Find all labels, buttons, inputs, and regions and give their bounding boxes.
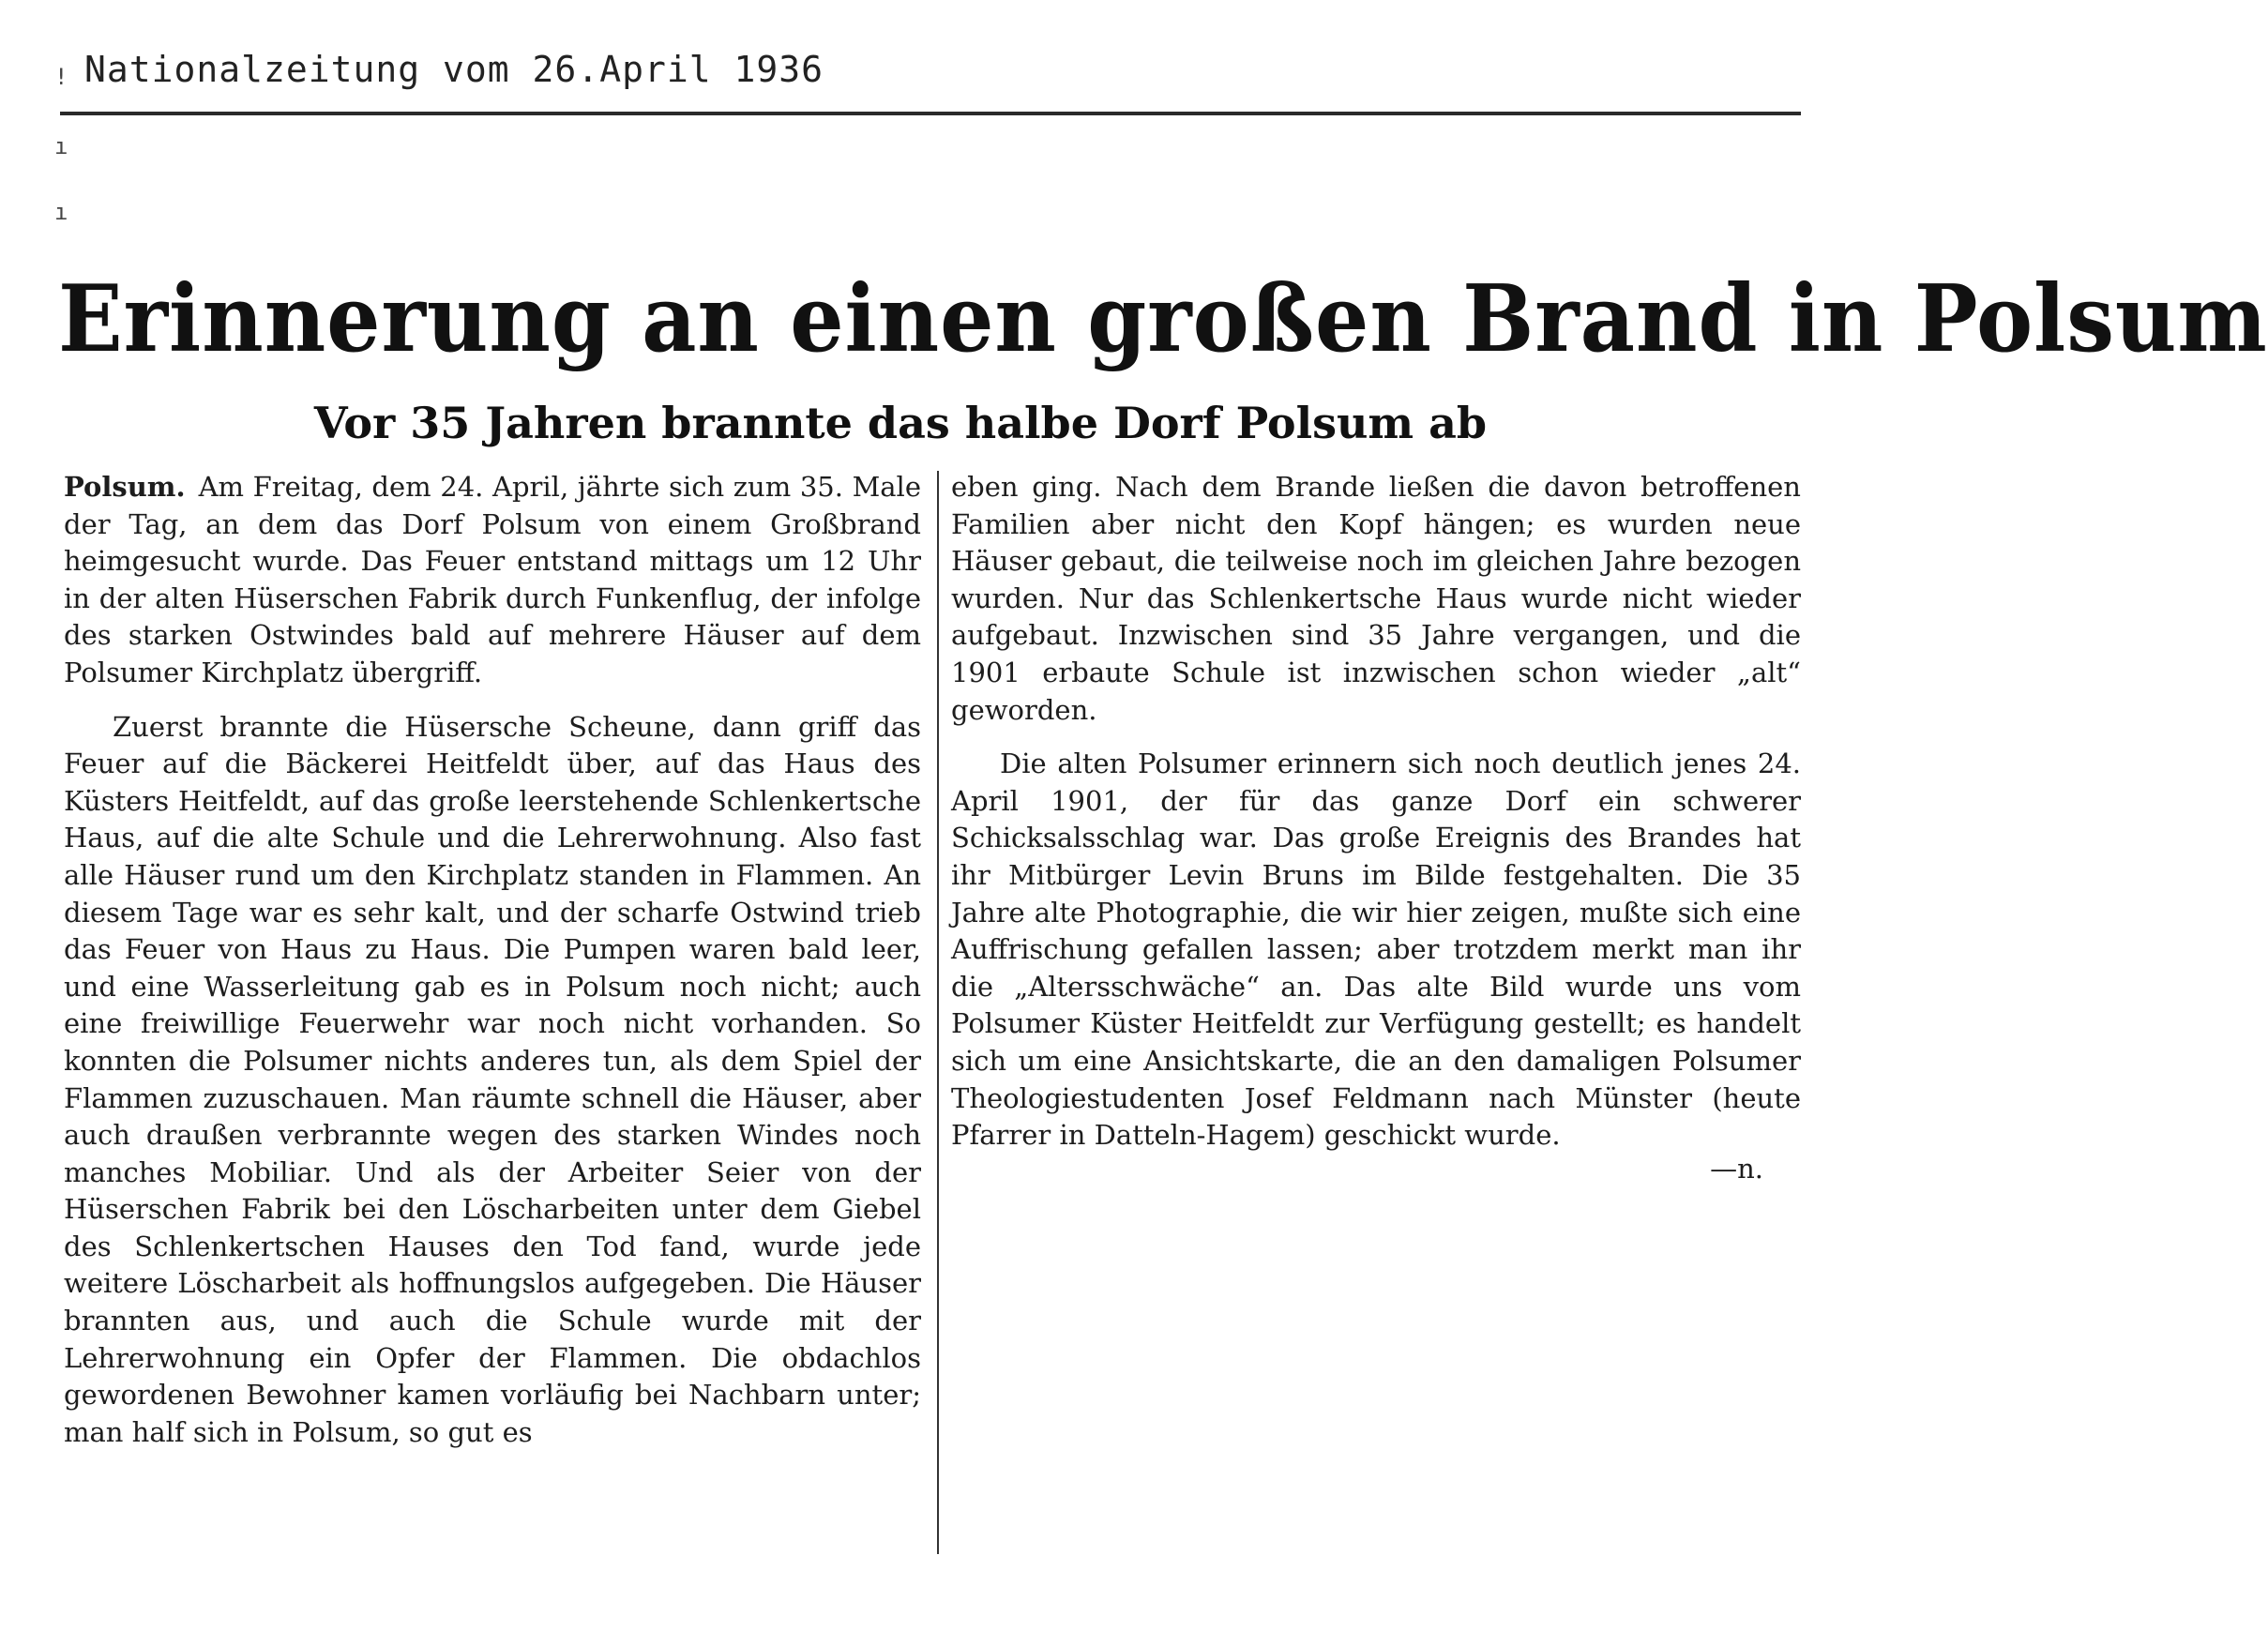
article-paragraph: [951, 746, 1801, 1187]
article-subheadline: Vor 35 Jahren brannte das halbe Dorf Polsum ab: [313, 398, 1488, 448]
margin-mark: !: [54, 64, 68, 90]
article-headline: Erinnerung an einen großen Brand in Polsum: [58, 265, 2268, 373]
margin-mark: ı: [54, 199, 68, 225]
column-divider: [937, 471, 939, 1554]
article-paragraph: [64, 469, 921, 692]
author-signature: —n.: [1710, 1152, 1763, 1185]
paragraph-text: eben ging. Nach dem Brande ließen die davon betroffenen Familien aber nicht den Kopf hängen; es wurden neue Häuser gebaut, die teilweise noch im gleichen Jahre bezogen wurden. Nur das Schlenkertsche Haus wurde nicht wieder aufgebaut. Inzwischen sind 35 Jahre vergangen, und die 1901 erbaute Schule ist inzwischen schon wieder „alt“ geworden.: [951, 471, 1801, 726]
article-column-left: [64, 469, 921, 1451]
paragraph-text: Die alten Polsumer erinnern sich noch deutlich jenes 24. April 1901, der für das ganze Dorf ein schwerer Schicksalsschlag war. Das große Ereignis des Brandes hat ihr Mitbürger Levin Bruns im Bilde festgehalten. Die 35 Jahre alte Photographie, die wir hier zeigen, mußte sich eine Auffrischung gefallen lassen; aber trotzdem merkt man ihr die „Altersschwäche“ an. Das alte Bild wurde uns vom Polsumer Küster Heitfeldt zur Verfügung gestellt; es handelt sich um eine Ansichtskarte, die an den damaligen Polsumer Theologiestudenten Josef Feldmann nach Münster (heute Pfarrer in Datteln-Hagem) geschickt wurde.: [951, 748, 1801, 1152]
header-rule: [60, 112, 1801, 115]
source-note: Nationalzeitung vom 26.April 1936: [84, 49, 824, 90]
article-dateline: Polsum.: [64, 471, 186, 503]
paragraph-text: Zuerst brannte die Hüsersche Scheune, dann griff das Feuer auf die Bäckerei Heitfeldt über, auf das Haus des Küsters Heitfeldt, auf das große leerstehende Schlenkertsche Haus, auf die alte Schule und die Lehrerwohnung. Also fast alle Häuser rund um den Kirchplatz standen in Flammen. An diesem Tage war es sehr kalt, und der scharfe Ostwind trieb das Feuer von Haus zu Haus. Die Pumpen waren bald leer, und eine Wasserleitung gab es in Polsum noch nicht; auch eine freiwillige Feuerwehr war noch nicht vorhanden. So konnten die Polsumer nichts anderes tun, als dem Spiel der Flammen zuzuschauen. Man räumte schnell die Häuser, aber auch draußen verbrannte wegen des starken Windes noch manches Mobiliar. Und als der Arbeiter Seier von der Hüserschen Fabrik bei den Löscharbeiten unter dem Giebel des Schlenkertschen Hauses den Tod fand, wurde jede weitere Löscharbeit als hoffnungslos aufgegeben. Die Häuser brannten aus, und auch die Schule wurde mit der Lehrerwohnung ein Opfer der Flammen. Die obdachlos gewordenen Bewohner kamen vorläufig bei Nachbarn unter; man half sich in Polsum, so gut es: [64, 710, 921, 1448]
margin-mark: ı: [54, 133, 68, 159]
article-paragraph: [64, 709, 921, 1452]
paragraph-text: Am Freitag, dem 24. April, jährte sich zum 35. Male der Tag, an dem das Dorf Polsum von einem Großbrand heimgesucht wurde. Das Feuer entstand mittags um 12 Uhr in der alten Hüserschen Fabrik durch Funkenflug, der infolge des starken Ostwindes bald auf mehrere Häuser auf dem Polsumer Kirchplatz übergriff.: [64, 471, 921, 688]
article-column-right: [951, 469, 1801, 1187]
article-paragraph: [951, 469, 1801, 729]
